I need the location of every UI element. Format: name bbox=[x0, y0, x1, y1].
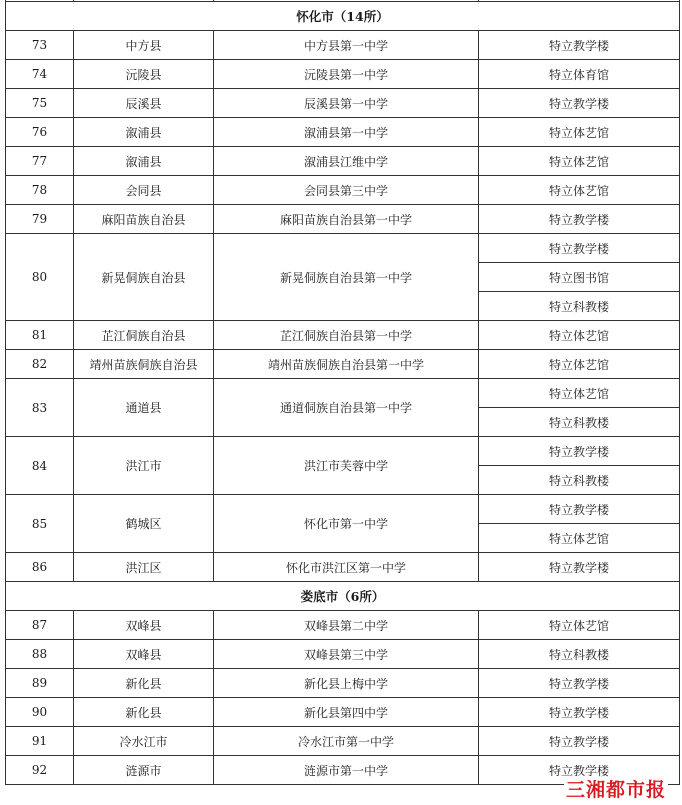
school-cell: 新化县上梅中学 bbox=[214, 669, 479, 698]
county-cell: 洪江区 bbox=[74, 553, 214, 582]
row-number: 82 bbox=[6, 350, 74, 379]
project-cell: 特立体艺馆 bbox=[479, 379, 680, 408]
county-cell: 双峰县 bbox=[74, 640, 214, 669]
project-cell: 特立教学楼 bbox=[479, 234, 680, 263]
county-cell: 鹤城区 bbox=[74, 495, 214, 553]
project-cell: 特立体艺馆 bbox=[479, 524, 680, 553]
county-cell: 通道县 bbox=[74, 379, 214, 437]
table-row bbox=[6, 147, 680, 176]
table-row bbox=[6, 495, 680, 524]
county-cell: 麻阳苗族自治县 bbox=[74, 205, 214, 234]
school-cell: 冷水江市第一中学 bbox=[214, 727, 479, 756]
row-number: 86 bbox=[6, 553, 74, 582]
project-cell: 特立体育馆 bbox=[479, 60, 680, 89]
row-number: 80 bbox=[6, 234, 74, 321]
table-row bbox=[6, 437, 680, 466]
project-cell: 特立教学楼 bbox=[479, 756, 680, 785]
school-cell: 中方县第一中学 bbox=[214, 31, 479, 60]
row-number: 87 bbox=[6, 611, 74, 640]
county-cell: 双峰县 bbox=[74, 611, 214, 640]
table-row bbox=[6, 350, 680, 379]
table-row bbox=[6, 60, 680, 89]
table-row bbox=[6, 176, 680, 205]
table-row bbox=[6, 698, 680, 727]
row-number: 91 bbox=[6, 727, 74, 756]
section-header-row bbox=[6, 2, 680, 31]
row-number: 74 bbox=[6, 60, 74, 89]
project-cell: 特立教学楼 bbox=[479, 89, 680, 118]
school-projects-table bbox=[5, 0, 680, 785]
school-cell: 靖州苗族侗族自治县第一中学 bbox=[214, 350, 479, 379]
table-row bbox=[6, 611, 680, 640]
row-number: 73 bbox=[6, 31, 74, 60]
project-cell: 特立教学楼 bbox=[479, 553, 680, 582]
county-cell: 辰溪县 bbox=[74, 89, 214, 118]
row-number: 83 bbox=[6, 379, 74, 437]
project-cell: 特立体艺馆 bbox=[479, 147, 680, 176]
row-number: 81 bbox=[6, 321, 74, 350]
school-cell: 溆浦县第一中学 bbox=[214, 118, 479, 147]
row-number: 88 bbox=[6, 640, 74, 669]
watermark-logo: 三湘都市报 bbox=[565, 779, 666, 801]
table-row bbox=[6, 640, 680, 669]
project-cell: 特立教学楼 bbox=[479, 31, 680, 60]
school-cell: 会同县第三中学 bbox=[214, 176, 479, 205]
school-cell: 芷江侗族自治县第一中学 bbox=[214, 321, 479, 350]
county-cell: 溆浦县 bbox=[74, 118, 214, 147]
table-row bbox=[6, 321, 680, 350]
row-number: 79 bbox=[6, 205, 74, 234]
table-row bbox=[6, 89, 680, 118]
project-cell: 特立体艺馆 bbox=[479, 350, 680, 379]
county-cell: 冷水江市 bbox=[74, 727, 214, 756]
school-cell: 双峰县第三中学 bbox=[214, 640, 479, 669]
school-cell: 沅陵县第一中学 bbox=[214, 60, 479, 89]
school-cell: 怀化市洪江区第一中学 bbox=[214, 553, 479, 582]
table-row bbox=[6, 205, 680, 234]
school-cell: 溆浦县江维中学 bbox=[214, 147, 479, 176]
project-cell: 特立体艺馆 bbox=[479, 321, 680, 350]
project-cell: 特立体艺馆 bbox=[479, 611, 680, 640]
section-header-row bbox=[6, 582, 680, 611]
row-number: 85 bbox=[6, 495, 74, 553]
project-cell: 特立体艺馆 bbox=[479, 176, 680, 205]
county-cell: 溆浦县 bbox=[74, 147, 214, 176]
school-cell: 涟源市第一中学 bbox=[214, 756, 479, 785]
school-cell: 辰溪县第一中学 bbox=[214, 89, 479, 118]
row-number: 75 bbox=[6, 89, 74, 118]
school-cell: 麻阳苗族自治县第一中学 bbox=[214, 205, 479, 234]
project-cell: 特立教学楼 bbox=[479, 698, 680, 727]
project-cell: 特立教学楼 bbox=[479, 727, 680, 756]
county-cell: 新化县 bbox=[74, 698, 214, 727]
project-cell: 特立体艺馆 bbox=[479, 118, 680, 147]
project-cell: 特立教学楼 bbox=[479, 495, 680, 524]
project-cell: 特立科教楼 bbox=[479, 408, 680, 437]
school-cell: 通道侗族自治县第一中学 bbox=[214, 379, 479, 437]
county-cell: 会同县 bbox=[74, 176, 214, 205]
table-row bbox=[6, 31, 680, 60]
row-number: 92 bbox=[6, 756, 74, 785]
table-row bbox=[6, 118, 680, 147]
project-cell: 特立科教楼 bbox=[479, 466, 680, 495]
county-cell: 涟源市 bbox=[74, 756, 214, 785]
section-title: 怀化市（14所） bbox=[6, 2, 680, 31]
row-number: 76 bbox=[6, 118, 74, 147]
county-cell: 靖州苗族侗族自治县 bbox=[74, 350, 214, 379]
school-cell: 新化县第四中学 bbox=[214, 698, 479, 727]
school-cell: 新晃侗族自治县第一中学 bbox=[214, 234, 479, 321]
county-cell: 新化县 bbox=[74, 669, 214, 698]
school-cell: 怀化市第一中学 bbox=[214, 495, 479, 553]
project-cell: 特立教学楼 bbox=[479, 205, 680, 234]
project-cell: 特立图书馆 bbox=[479, 263, 680, 292]
school-cell: 双峰县第二中学 bbox=[214, 611, 479, 640]
row-number: 84 bbox=[6, 437, 74, 495]
table-row bbox=[6, 727, 680, 756]
table-row bbox=[6, 379, 680, 408]
county-cell: 沅陵县 bbox=[74, 60, 214, 89]
school-cell: 洪江市芙蓉中学 bbox=[214, 437, 479, 495]
table-row bbox=[6, 553, 680, 582]
row-number: 89 bbox=[6, 669, 74, 698]
project-cell: 特立科教楼 bbox=[479, 640, 680, 669]
row-number: 77 bbox=[6, 147, 74, 176]
project-cell: 特立教学楼 bbox=[479, 437, 680, 466]
row-number: 78 bbox=[6, 176, 74, 205]
table-row bbox=[6, 234, 680, 263]
row-number: 90 bbox=[6, 698, 74, 727]
county-cell: 洪江市 bbox=[74, 437, 214, 495]
project-cell: 特立教学楼 bbox=[479, 669, 680, 698]
project-cell: 特立科教楼 bbox=[479, 292, 680, 321]
county-cell: 新晃侗族自治县 bbox=[74, 234, 214, 321]
county-cell: 芷江侗族自治县 bbox=[74, 321, 214, 350]
county-cell: 中方县 bbox=[74, 31, 214, 60]
section-title: 娄底市（6所） bbox=[6, 582, 680, 611]
table-row bbox=[6, 669, 680, 698]
